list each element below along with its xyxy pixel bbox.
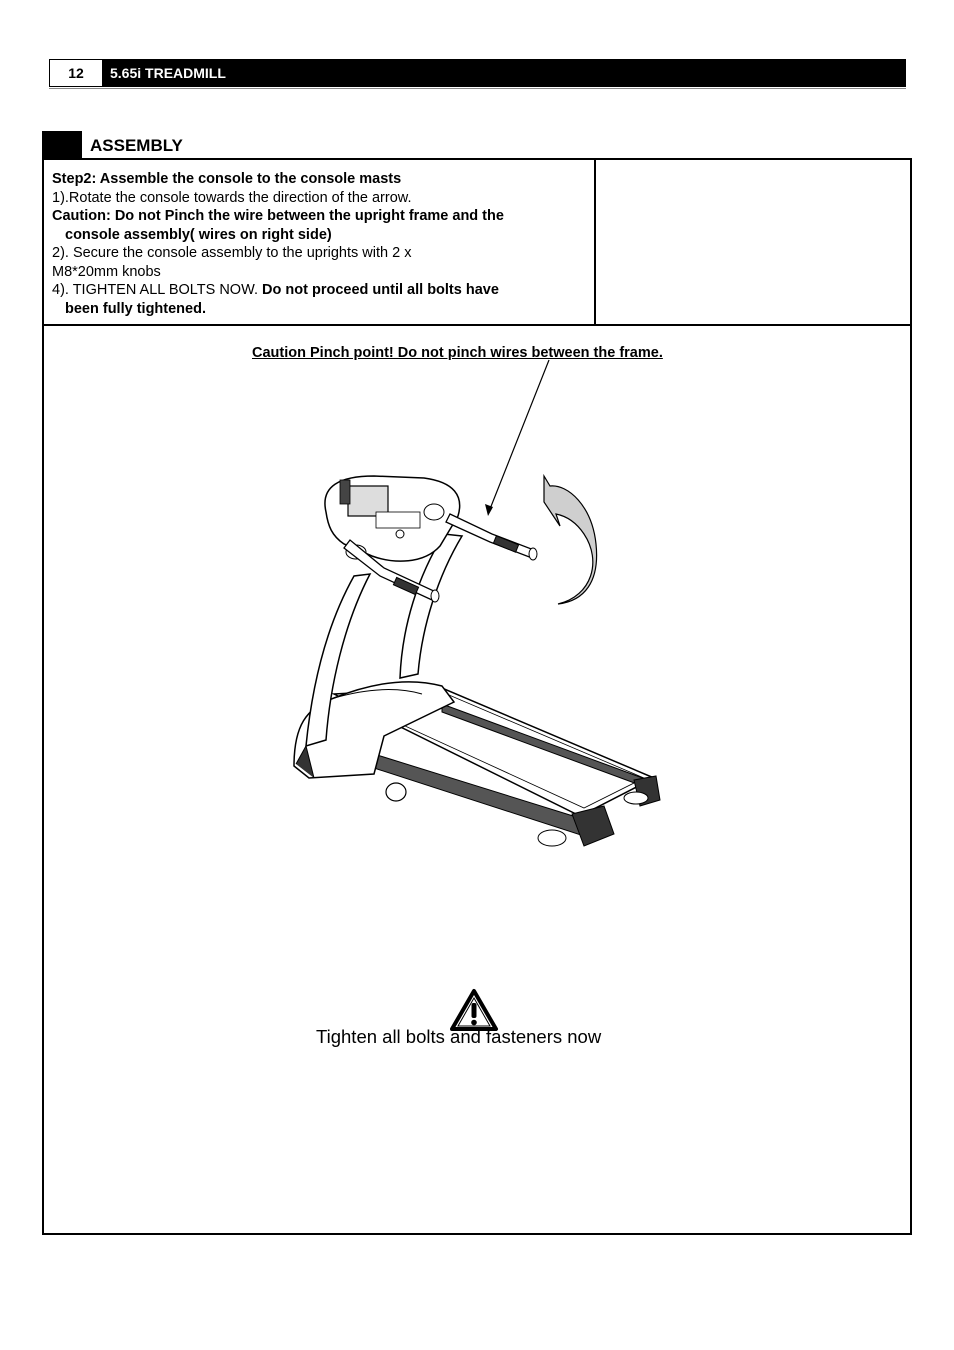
assembly-box (42, 158, 912, 1235)
instruction-line-4-bold: Do not proceed until all bolts have (262, 282, 499, 298)
tighten-warning-text: Tighten all bolts and fasteners now (316, 1026, 602, 1047)
instruction-line-4 (52, 281, 594, 300)
console-display (348, 486, 388, 516)
caution-line-b: console assembly( wires on right side) (65, 226, 332, 243)
instruction-line-2b: M8*20mm knobs (52, 263, 161, 280)
section-title: ASSEMBLY (90, 136, 183, 155)
caution-line-a: Caution: Do not Pinch the wire between the upright frame and the (52, 208, 504, 224)
treadmill-illustration (44, 326, 910, 886)
instruction-line-1: 1).Rotate the console towards the direction of the arrow. (52, 189, 412, 206)
rotation-arrow-icon (544, 476, 597, 604)
instruction-line-2a: 2). Secure the console assembly to the uprights with 2 x (52, 245, 412, 261)
instruction-line-4-bold-b: been fully tightened. (65, 300, 206, 317)
step-title: Step2: Assemble the console to the console masts (52, 171, 402, 187)
header-rule (49, 88, 906, 89)
page-number: 12 (50, 60, 102, 86)
instruction-panel (44, 160, 596, 326)
section-tab-marker (42, 131, 82, 159)
pinch-caution-label: Caution Pinch point! Do not pinch wires between the frame. (252, 345, 663, 361)
section-heading (42, 131, 183, 159)
document-title: 5.65i TREADMILL (110, 65, 226, 81)
image-panel-empty (596, 160, 910, 326)
instruction-line-4-normal: 4). TIGHTEN ALL BOLTS NOW. (52, 282, 259, 298)
pointer-line (488, 360, 549, 514)
page-header (49, 59, 906, 87)
